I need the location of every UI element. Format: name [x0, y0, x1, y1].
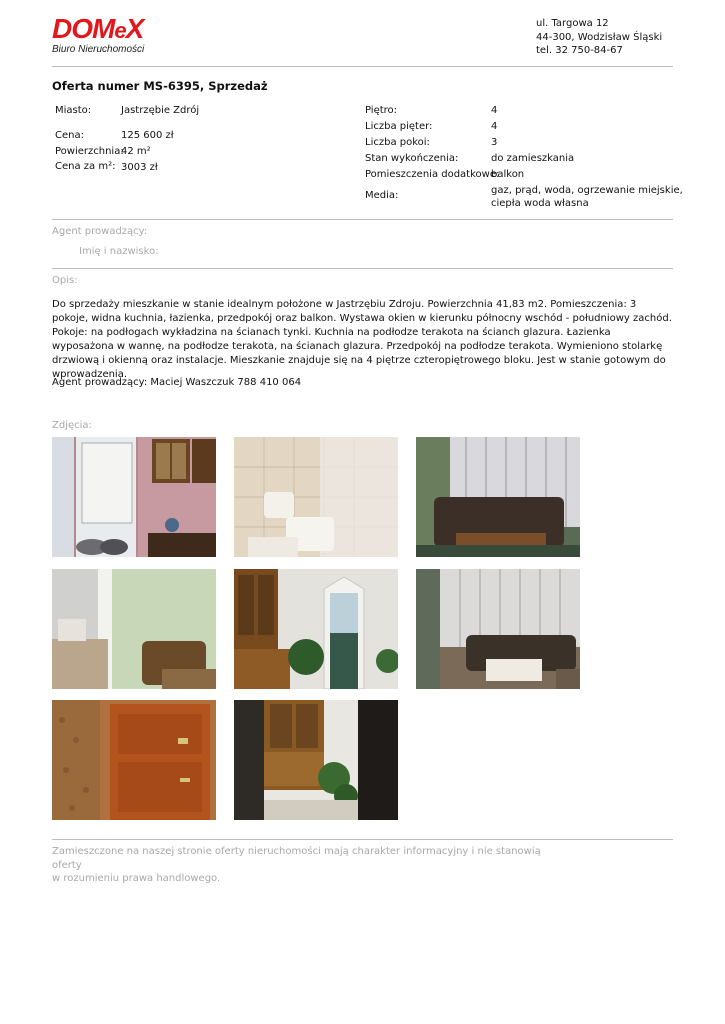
detail-label-floor: Piętro: [365, 105, 398, 116]
offer-title: Oferta numer MS-6395, Sprzedaż [52, 79, 268, 93]
detail-label-area: Powierzchnia: [55, 146, 124, 157]
detail-value-floors-count: 4 [491, 121, 498, 132]
detail-value-utilities [491, 184, 683, 210]
detail-value-price: 125 600 zł [121, 130, 174, 141]
photo-living-room-window[interactable] [416, 569, 580, 689]
address-street: ul. Targowa 12 [536, 18, 609, 29]
description-heading: Opis: [52, 275, 78, 286]
photo-bathroom[interactable] [234, 437, 398, 557]
address-phone: tel. 32 750-84-67 [536, 45, 623, 56]
photo-room-doorway[interactable] [52, 569, 216, 689]
detail-label-extra-rooms: Pomieszczenia dodatkowe: [365, 169, 500, 180]
agent-contact: Agent prowadzący: Maciej Waszczuk 788 410 064 [52, 377, 302, 388]
detail-label-price-per-m2: Cena za m²: [55, 161, 116, 172]
detail-value-city: Jastrzębie Zdrój [121, 105, 200, 116]
divider [52, 219, 673, 220]
detail-value-finish: do zamieszkania [491, 153, 575, 164]
address-city: 44-300, Wodzisław Śląski [536, 31, 663, 43]
utilities-line-2: ciepła woda własna [491, 198, 589, 209]
detail-label-floors-count: Liczba pięter: [365, 121, 433, 132]
divider [52, 839, 673, 840]
divider [52, 66, 673, 67]
detail-value-extra-rooms: balkon [491, 169, 525, 180]
detail-label-price: Cena: [55, 130, 84, 141]
legal-disclaimer [52, 845, 572, 886]
description-text: Do sprzedaży mieszkanie w stanie idealnym położone w Jastrzębiu Zdroju. Powierzchnia 41,83 m2. Pomieszczenia: 3 pokoje, widna kuchnia, łazienka, przedpokój oraz balkon. Wystawa okien w kierunku północny wschód - południowy zachód. Pokoje: na podłogach wykładzina na ścianach tynki. Kuchnia na podłodze terakota na ścianch glazura. Łazienka wyposażona w wannę, na podłodze terakota, na ścianach glazura. Przedpokój na podłodze terakota. Wymieniono stolarkę drzwiową i okienną oraz instalacje. Mieszkanie znajduje się na 4 piętrze czteropiętrowego bloku. Jest w stanie gotowym do wprowadzenia. [52, 299, 672, 380]
photo-entrance-door[interactable] [52, 700, 216, 820]
detail-label-utilities: Media: [365, 190, 399, 201]
photo-cabinet-plant[interactable] [234, 700, 398, 820]
detail-label-city: Miasto: [55, 105, 92, 116]
agent-heading: Agent prowadzący: [52, 226, 148, 237]
photo-hallway-cabinet-plant[interactable] [234, 569, 398, 689]
detail-label-finish: Stan wykończenia: [365, 153, 459, 164]
photo-kitchen[interactable] [52, 437, 216, 557]
disclaimer-line-1: Zamieszczone na naszej stronie oferty nieruchomości mają charakter informacyjny i nie stanowią oferty [52, 846, 541, 871]
logo-wordmark: DOMeX [52, 13, 144, 44]
company-logo [52, 14, 144, 55]
detail-value-floor: 4 [491, 105, 498, 116]
disclaimer-line-2: w rozumieniu prawa handlowego. [52, 873, 221, 884]
photo-living-room-sofa[interactable] [416, 437, 580, 557]
utilities-line-1: gaz, prąd, woda, ogrzewanie miejskie, [491, 185, 683, 196]
company-address [536, 17, 662, 58]
detail-value-area: 42 m² [121, 146, 151, 157]
logo-subtitle: Biuro Nieruchomości [52, 44, 145, 55]
detail-label-rooms: Liczba pokoi: [365, 137, 430, 148]
photos-heading: Zdjęcia: [52, 420, 92, 431]
divider [52, 268, 673, 269]
agent-name-label: Imię i nazwisko: [79, 246, 159, 257]
detail-value-rooms: 3 [491, 137, 498, 148]
detail-value-price-per-m2: 3003 zł [121, 162, 158, 173]
